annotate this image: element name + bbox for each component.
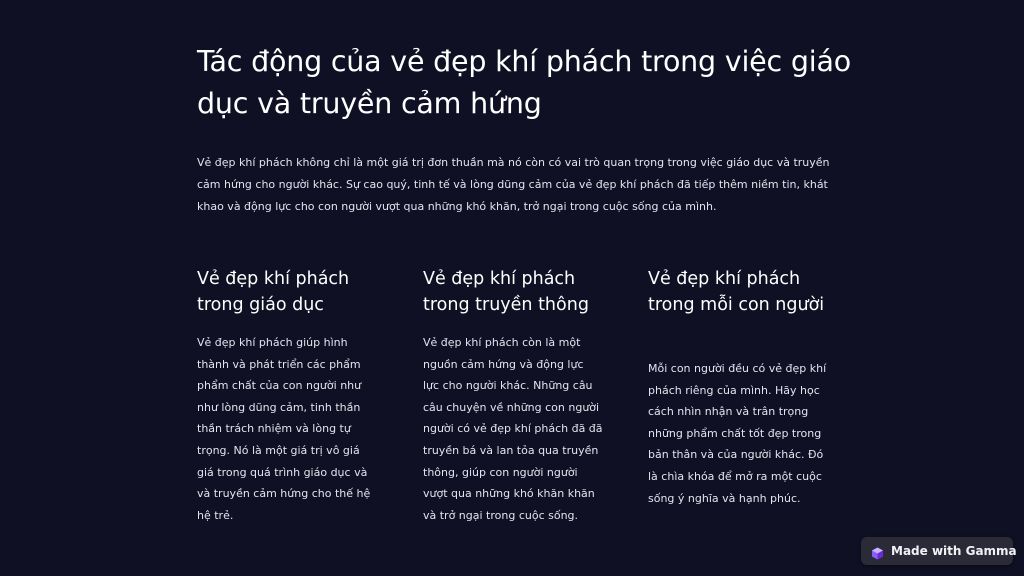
column-heading: Vẻ đẹp khí phách trong giáo dục	[197, 269, 350, 315]
intro-paragraph: Vẻ đẹp khí phách không chỉ là một giá trị đơn thuần mà nó còn có vai trò quan trọng trong việc giáo dục và truyền cảm hứng cho người khác. Sự cao quý, tinh tế và lòng dũng cảm của vẻ đẹp khí phách đã tiếp thêm niềm tin, khát khao và động lực cho con người vượt qua những khó khăn, trở ngại trong cuộc sống của mình.	[197, 156, 830, 213]
column-heading: Vẻ đẹp khí phách trong truyền thông	[423, 269, 589, 315]
made-with-gamma-badge[interactable]	[861, 537, 1017, 565]
badge-label: Made with Gamma	[891, 544, 1017, 558]
column-media	[423, 266, 603, 522]
column-body: Mỗi con người đều có vẻ đẹp khí phách riêng của mình. Hãy học cách nhìn nhận và trân trọng những phẩm chất tốt đẹp trong bản thân và của người khác. Đó là chìa khóa để mở ra một cuộc sống ý nghĩa và hạnh phúc.	[648, 362, 827, 505]
column-education	[197, 266, 377, 522]
column-body: Vẻ đẹp khí phách còn là một nguồn cảm hứng và động lực lực cho người khác. Những câu câu chuyện về những con người người có vẻ đẹp khí phách đã đã truyền bá và lan tỏa qua truyền thông, giúp con người người vượt qua những khó khăn khăn và trở ngại trong cuộc sống.	[423, 336, 603, 522]
slide-title: Tác động của vẻ đẹp khí phách trong việc giáo dục và truyền cảm hứng	[197, 45, 851, 120]
column-heading: Vẻ đẹp khí phách trong mỗi con người	[648, 269, 825, 315]
column-individual	[648, 266, 828, 505]
gamma-logo-icon	[871, 545, 884, 558]
column-body: Vẻ đẹp khí phách giúp hình thành và phát triển các phẩm phẩm chất của con người như như lòng dũng cảm, tinh thần thần trách nhiệm và lòng tự trọng. Nó là một giá trị vô giá giá trong quá trình giáo dục và và truyền cảm hứng cho thế hệ hệ trẻ.	[197, 336, 371, 522]
